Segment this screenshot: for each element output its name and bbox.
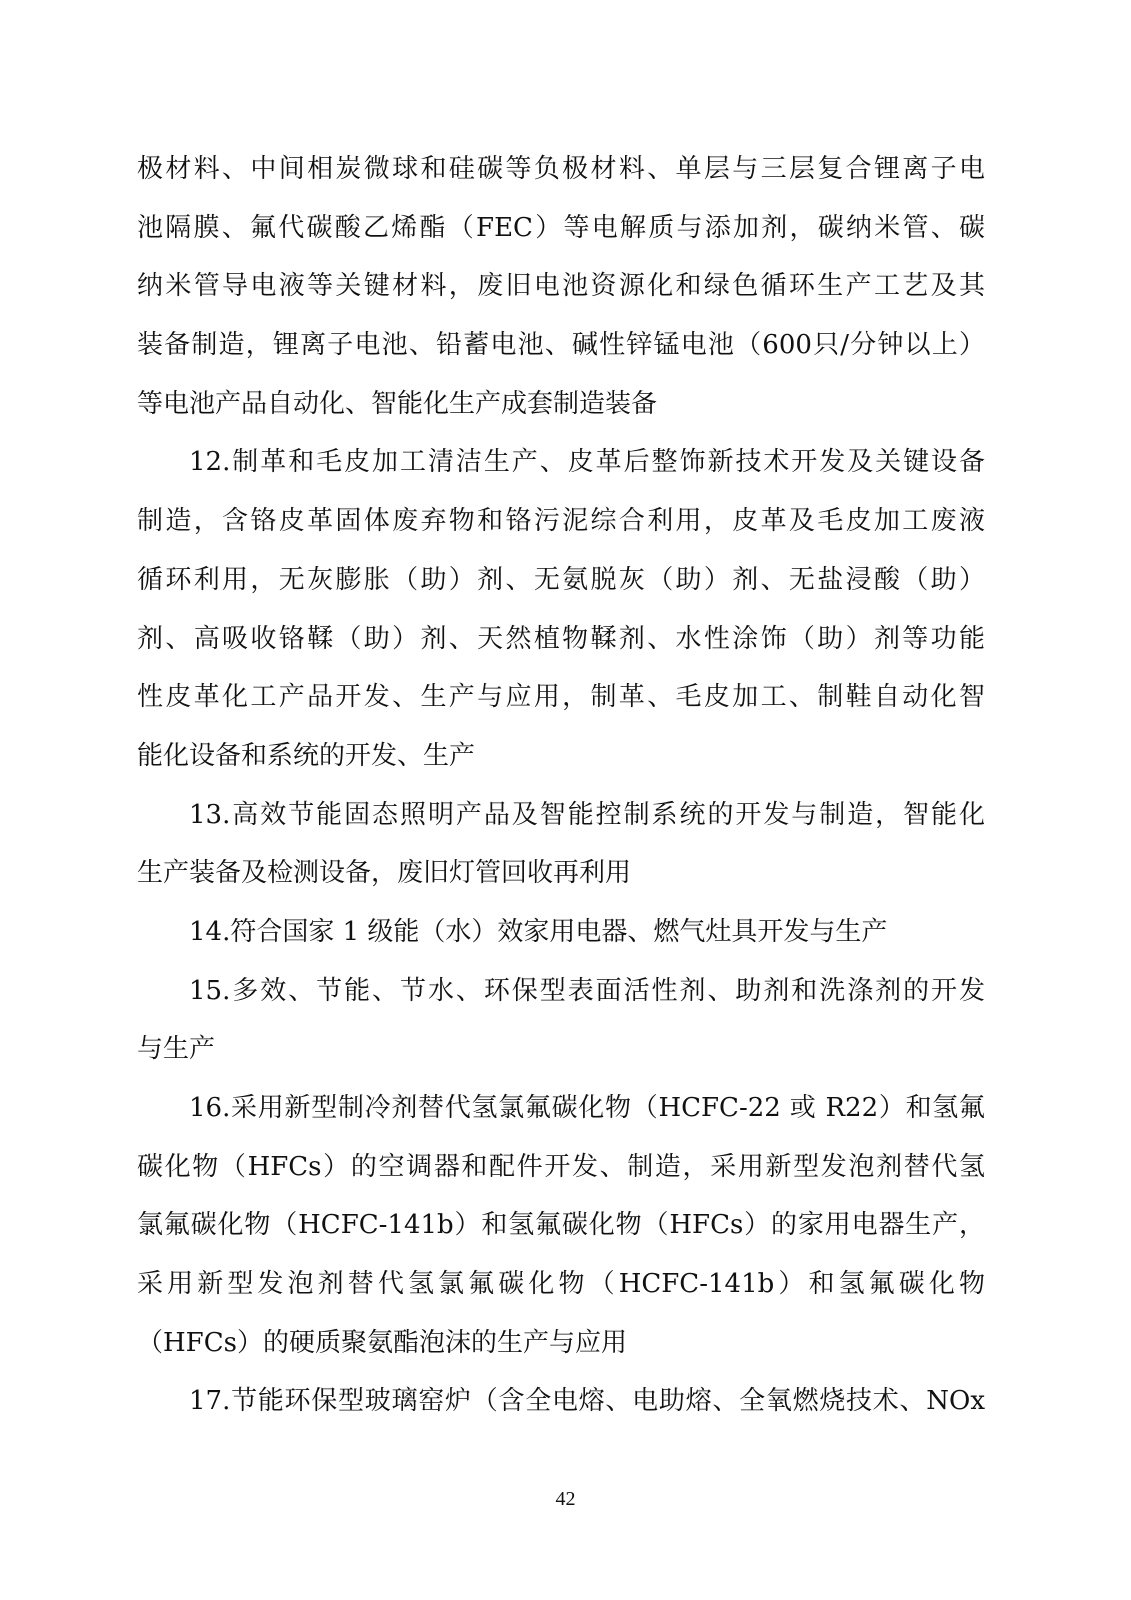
text-line: 极材料、中间相炭微球和硅碳等负极材料、单层与三层复合锂离子电 [137, 154, 985, 184]
text-line: （HFCs）的硬质聚氨酯泡沫的生产与应用 [137, 1327, 627, 1358]
item-14-line: 14.符合国家 1 级能（水）效家用电器、燃气灶具开发与生产 [189, 916, 888, 947]
body-text [137, 140, 985, 1431]
item-16-line: 16.采用新型制冷剂替代氢氯氟碳化物（HCFC-22 或 R22）和氢氟 [189, 1093, 985, 1123]
text-line: 氯氟碳化物（HCFC-141b）和氢氟碳化物（HFCs）的家用电器生产， [137, 1210, 985, 1241]
page-number: 42 [555, 1488, 576, 1510]
text-line: 采用新型发泡剂替代氢氯氟碳化物（HCFC-141b）和氢氟碳化物 [137, 1269, 985, 1300]
text-line: 循环利用，无灰膨胀（助）剂、无氨脱灰（助）剂、无盐浸酸（助） [137, 564, 985, 595]
text-line: 等电池产品自动化、智能化生产成套制造装备 [137, 388, 658, 419]
text-line: 能化设备和系统的开发、生产 [137, 740, 476, 771]
item-17-line: 17.节能环保型玻璃窑炉（含全电熔、电助熔、全氧燃烧技术、NOx [189, 1386, 985, 1417]
text-line: 纳米管导电液等关键材料，废旧电池资源化和绿色循环生产工艺及其 [137, 271, 985, 302]
item-13-line: 13.高效节能固态照明产品及智能控制系统的开发与制造，智能化 [189, 799, 985, 830]
text-line: 碳化物（HFCs）的空调器和配件开发、制造，采用新型发泡剂替代氢 [137, 1151, 985, 1182]
item-12-line: 12.制革和毛皮加工清洁生产、皮革后整饰新技术开发及关键设备 [189, 447, 985, 478]
text-line: 性皮革化工产品开发、生产与应用，制革、毛皮加工、制鞋自动化智 [137, 682, 985, 713]
text-line: 与生产 [137, 1034, 216, 1065]
text-line: 装备制造，锂离子电池、铅蓄电池、碱性锌锰电池（600只/分钟以上） [137, 330, 985, 361]
text-line: 剂、高吸收铬鞣（助）剂、天然植物鞣剂、水性涂饰（助）剂等功能 [137, 623, 985, 654]
text-line: 池隔膜、氟代碳酸乙烯酯（FEC）等电解质与添加剂，碳纳米管、碳 [137, 212, 985, 243]
text-line: 制造，含铬皮革固体废弃物和铬污泥综合利用，皮革及毛皮加工废液 [137, 506, 985, 537]
text-line: 生产装备及检测设备，废旧灯管回收再利用 [137, 858, 632, 889]
item-15-line: 15.多效、节能、节水、环保型表面活性剂、助剂和洗涤剂的开发 [189, 975, 985, 1006]
